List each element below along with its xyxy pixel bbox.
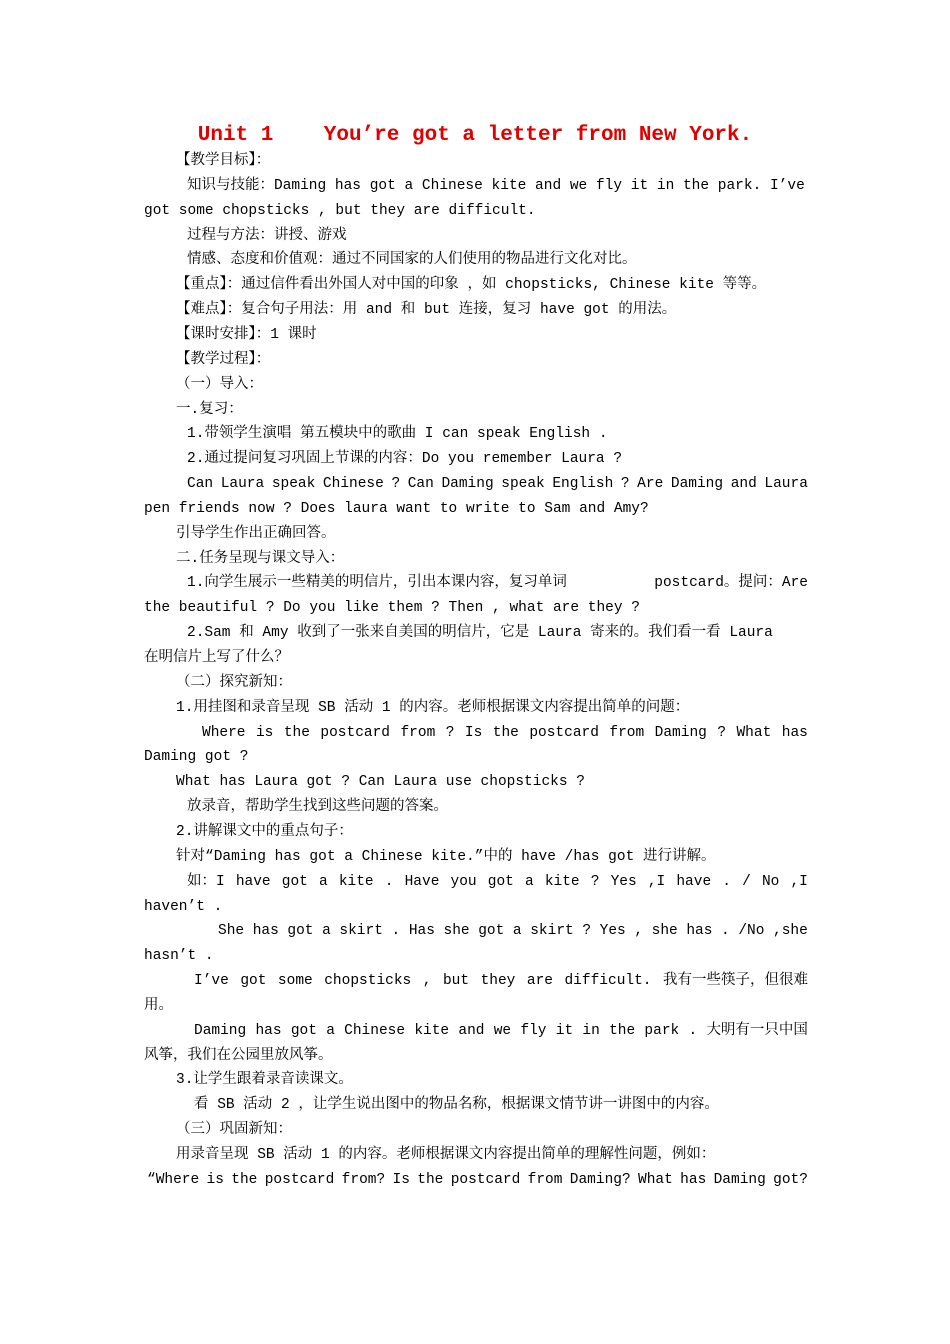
text-line: hasn’t . [144,948,214,965]
text-line: Where is the postcard from ? Is the postcard from Daming ? What has [202,724,808,741]
text-line: 【教学过程】： [176,351,271,368]
text-line: Daming got ? [144,749,249,766]
text-line: Can Laura speak Chinese ? Can Daming speak English ? Are Daming and Laura [187,476,808,493]
text-line: haven’t . [144,898,223,915]
text-line: Daming has got a Chinese kite and we fly it in the park . 大明有一只中国 [194,1022,808,1039]
text-line: （一）导入： [176,376,263,393]
text-line: 用录音呈现 SB 活动 1 的内容。老师根据课文内容提出简单的理解性问题，例如： [176,1147,716,1163]
text-line: I’ve got some chopsticks , but they are difficult. 我有一些筷子，但很难 [194,973,808,990]
text-line: 1.带领学生演唱 第五模块中的歌曲 I can speak English . [187,426,608,443]
text-line: 3.让学生跟着录音读课文。 [176,1072,353,1089]
text-line: 放录音，帮助学生找到这些问题的答案。 [187,799,448,816]
text-line: What has Laura got ? Can Laura use chopsticks ? [176,774,585,791]
text-line: 【教学目标】： [176,153,271,169]
text-line: 一.复习： [176,401,243,418]
text-line: “Where is the postcard from? Is the postcard from Daming? What has Daming got? [147,1171,808,1188]
text-line: 2.Sam 和 Amy 收到了一张来自美国的明信片，它是 Laura 寄来的。我们看一看 Laura [187,625,773,642]
text-line: 如：I have got a kite . Have you got a kite ? Yes ,I have . / No ,I [187,873,808,890]
text-line: 情感、态度和价值观：通过不同国家的人们使用的物品进行文化对比。 [187,252,637,269]
text-line: 1.向学生展示一些精美的明信片，引出本课内容，复习单词 postcard。提问：Are [187,575,808,592]
text-line: 风筝，我们在公园里放风筝。 [144,1047,333,1064]
text-line: got some chopsticks , but they are difficult. [144,202,536,219]
text-line: pen friends now ? Does laura want to write to Sam and Amy? [144,500,649,517]
text-line: 看 SB 活动 2 ，让学生说出图中的物品名称，根据课文情节讲一讲图中的内容。 [194,1097,719,1114]
text-line: She has got a skirt . Has she got a skirt ? Yes , she has . /No ,she [218,923,808,940]
text-line: 用。 [144,997,173,1014]
text-line: 【重点】：通过信件看出外国人对中国的印象 ，如 chopsticks, Chinese kite 等等。 [176,277,767,294]
text-line: 1.用挂图和录音呈现 SB 活动 1 的内容。老师根据课文内容提出简单的问题： [176,699,690,716]
text-line: （二）探究新知： [176,674,292,691]
text-line: the beautiful ? Do you like them ? Then , what are they ? [144,600,640,617]
text-line: 二.任务呈现与课文导入： [176,550,345,567]
text-line: （三）巩固新知： [176,1122,292,1139]
unit-title: Unit 1 You’re got a letter from New York. [197,124,753,147]
text-line: 2.讲解课文中的重点句子： [176,823,353,840]
text-line: 引导学生作出正确回答。 [176,525,336,542]
text-line: 2.通过提问复习巩固上节课的内容：Do you remember Laura ? [187,451,623,468]
text-line: 针对“Daming has got a Chinese kite.”中的 have /has got 进行讲解。 [176,848,716,865]
text-line: 过程与方法：讲授、游戏 [187,227,347,244]
text-line: 在明信片上写了什么？ [144,650,289,666]
text-line: 知识与技能：Daming has got a Chinese kite and we fly it in the park. I’ve [187,177,805,194]
text-line: 【难点】：复合句子用法：用 and 和 but 连接，复习 have got 的用法。 [176,302,677,319]
text-line: 【课时安排】：1 课时 [176,326,317,343]
